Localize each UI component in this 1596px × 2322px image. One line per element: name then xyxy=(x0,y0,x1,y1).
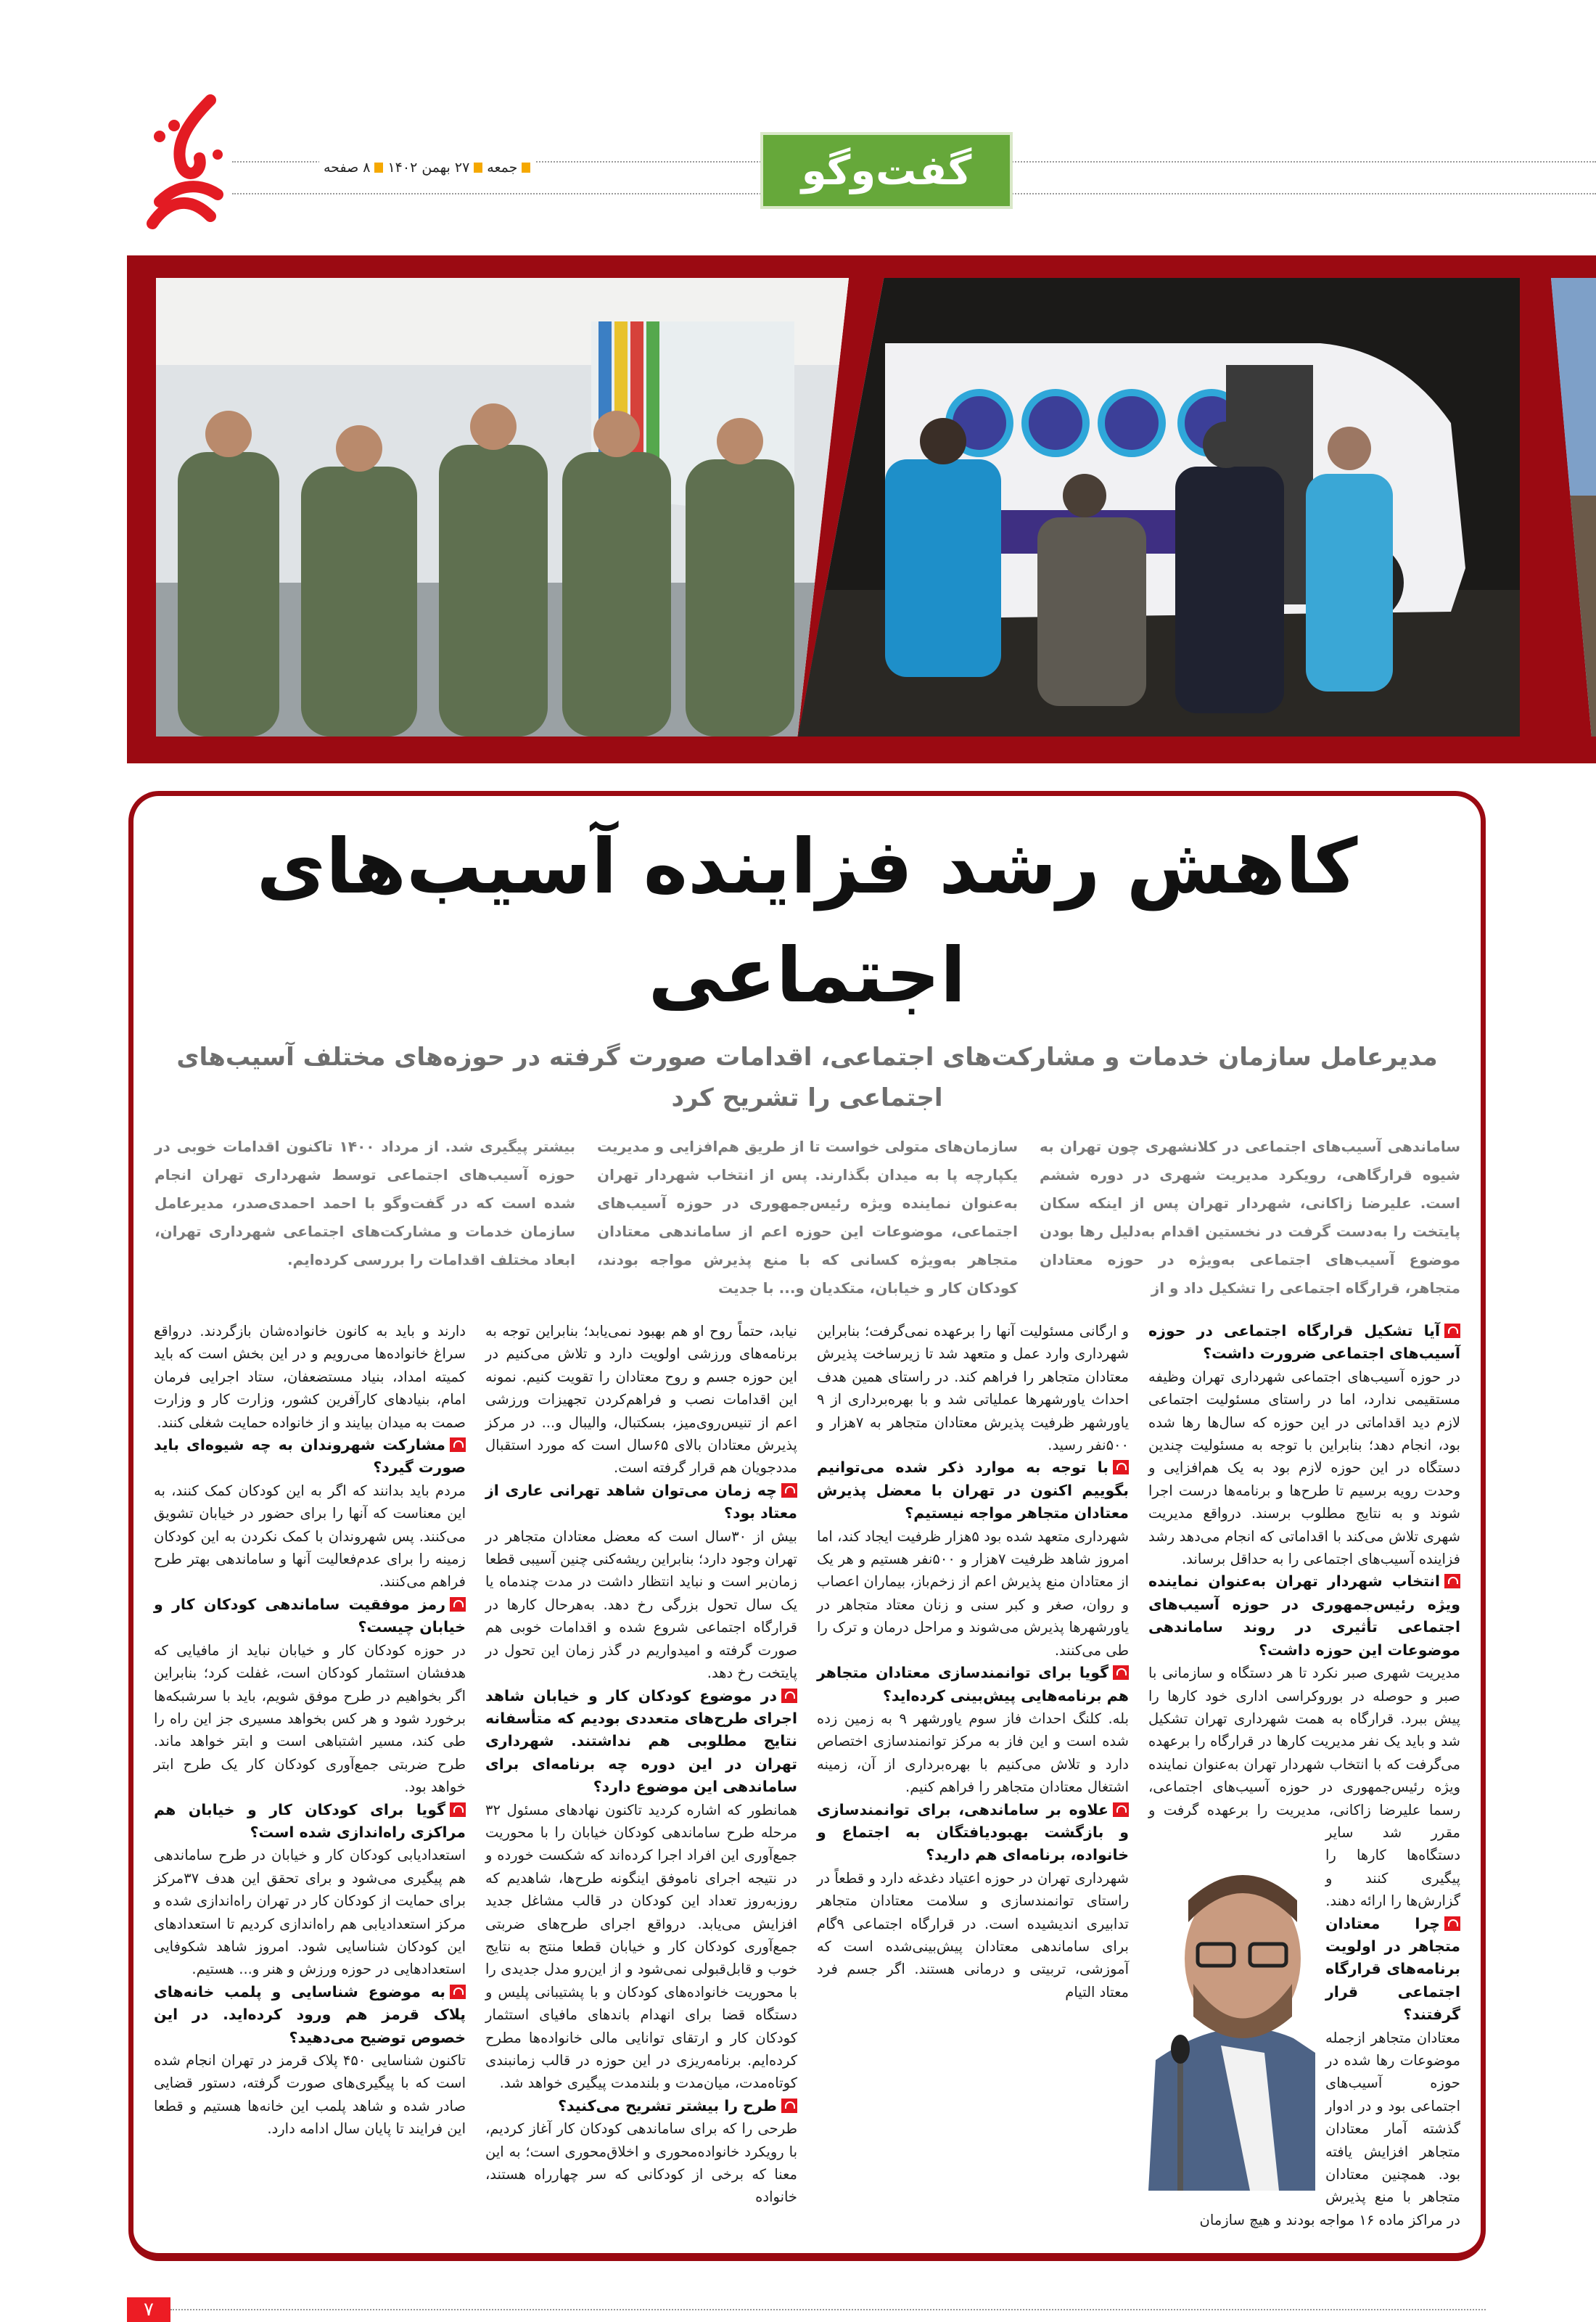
bullet-square-icon xyxy=(474,163,482,173)
question-text: به موضوع شناسایی و پلمب خانه‌های پلاک قرمز هم ورود کرده‌اید. در این خصوص توضیح می‌دهید؟ xyxy=(154,1982,466,2046)
interview-question xyxy=(1148,1320,1460,1366)
interview-answer xyxy=(154,1480,466,1593)
interview-question xyxy=(154,1799,466,1845)
body-column xyxy=(154,1320,466,2141)
question-text: علاوه بر ساماندهی، برای توانمندسازی و بازگشت بهبودیافتگان به اجتماع و خانواده، برنامه‌ای هم دارید؟ xyxy=(817,1800,1129,1864)
question-marker-icon xyxy=(1113,1665,1129,1680)
page-footer xyxy=(128,2297,1486,2322)
interview-question xyxy=(485,2095,797,2117)
question-text: طرح را بیشتر تشریح می‌کنید؟ xyxy=(558,2096,777,2114)
answer-text: و ارگانی مسئولیت آنها را برعهده نمی‌گرفت؛ بنابراین شهرداری وارد عمل و متعهد شد تا زیرساخت پذیرش معتادان متجاهر را فراهم کند. در راستای همین هدف احداث یاورشهرها عملیاتی شد و با بهره‌برداری از ۹ یاورشهر ظرفیت پذیرش معتادان متجاهر به ۷هزار و ۵۰۰نفر رسید. xyxy=(817,1323,1129,1454)
interview-question xyxy=(1148,1570,1460,1662)
interview-answer xyxy=(1148,1366,1460,1571)
question-marker-icon xyxy=(450,1437,466,1452)
answer-text: طرحی را که برای ساماندهی کودکان کار آغاز کردیم، با رویکرد خانواده‌محوری و اخلاق‌محوری است؛ به این معنا که برخی از کودکانی که سر چهارراه هستند، خانواده xyxy=(485,2120,797,2206)
answer-text: مردم باید بدانند که اگر به این کودکان کمک کنند، به این معناست که آنها را برای حضور در خیابان تشویق می‌کنند. پس شهروندان با کمک نکردن به این کودکان زمینه را برای عدم‌فعالیت آنها و ساماندهی بهتر طرح فراهم می‌کنند. xyxy=(154,1482,466,1591)
question-marker-icon xyxy=(781,2099,797,2113)
question-text: رمز موفقیت ساماندهی کودکان کار و خیابان چیست؟ xyxy=(154,1595,466,1636)
interview-answer xyxy=(485,2117,797,2209)
interview-question xyxy=(817,1456,1129,1525)
answer-text: استعدادیابی کودکان کار و خیابان در طرح ساماندهی هم پیگیری می‌شود و برای تحقق این هدف ۳۷مرکز برای حمایت از کودکان کار در تهران راه‌اندازی شده و مرکز استعدادیابی هم راه‌اندازی کردیم تا استعدادهای این کودکان شناسایی شود. امروز شاهد شکوفایی استعدادهایی در حوزه ورزش و هنر و... هستیم. xyxy=(154,1847,466,1978)
issue-dateline xyxy=(319,160,535,176)
answer-text: در حوزه آسیب‌های اجتماعی شهرداری تهران وظیفه مستقیمی ندارد، اما در راستای مسئولیت اجتماعی لازم دید اقداماتی در این حوزه که سال‌ها رها شده بود، انجام دهد؛ بنابراین با توجه به مسئولیت چندین دستگاه در این حوزه لازم بود به یک هم‌افزایی و وحدت رویه برسیم تا طرح‌ها و برنامه‌ها درست اجرا شوند و به نتایج مطلوب برسند. درواقع مدیریت شهری تلاش می‌کند با اقداماتی که انجام می‌دهد رشد فزاینده آسیب‌های اجتماعی را به حداقل برساند. xyxy=(1148,1368,1460,1568)
interview-answer xyxy=(817,1867,1129,2003)
interview-answer xyxy=(817,1320,1129,1456)
answer-text: تاکنون شناسایی ۴۵۰ پلاک قرمز در تهران انجام شده است که با پیگیری‌های صورت گرفته، دستور قضایی صادر شده و شاهد پلمب این خانه‌ها هستیم و قطعا این فرایند تا پایان سال ادامه دارد. xyxy=(154,2052,466,2138)
interview-answer xyxy=(485,1525,797,1685)
answer-text: مدیریت شهری صبر نکرد تا هر دستگاه و سازمانی با صبر و حوصله در بوروکراسی اداری خود کارها را پیش ببرد. قرارگاه به همت شهرداری تهران تشکیل شد و باید یک نفر مدیریت کارها در قرارگاه را برعهده می‌گرفت که با انتخاب شهردار تهران به‌عنوان نماینده ویژه رئیس‌جمهوری در حوزه آسیب‌های اجتماعی، رسما علیرضا زاکانی، مدیریت را برعهده گرفت و مقرر شد سایر دستگاه‌ها کارها را پیگیری کنند و گزارش‌ها را ارائه دهند. xyxy=(1148,1665,1460,1910)
body-column xyxy=(1148,1320,1460,2231)
question-marker-icon xyxy=(450,1802,466,1817)
page-number: ۷ xyxy=(127,2297,170,2322)
answer-text: معتادان متجاهر ازجمله موضوعات رها شده در حوزه آسیب‌های اجتماعی بود و در ادوار گذشته آمار معتادان متجاهر افزایش یافته بود. همچنین معتادان متجاهر با منع پذیرش در مراکز ماده ۱۶ مواجه بودند و هیچ سازمان xyxy=(1199,2029,1460,2228)
question-text: آیا تشکیل قرارگاه اجتماعی در حوزه آسیب‌های اجتماعی ضرورت داشت؟ xyxy=(1148,1322,1460,1363)
issue-page-count: ۸ صفحه xyxy=(324,160,371,176)
answer-text: شهرداری متعهد شده بود ۵هزار ظرفیت ایجاد کند، اما امروز شاهد ظرفیت ۷هزار و ۵۰۰نفر هستیم و هر یک از معتادان منع پذیرش اعم از زخم‌باز، بیماران اعصاب و روان، صغر و کبر سنی و زنان معتاد متجاهر در یاورشهرها پذیرش می‌شوند و مراحل درمان و ترک را طی می‌کنند. xyxy=(817,1527,1130,1659)
interview-question xyxy=(817,1799,1129,1867)
question-text: گویا برای کودکان کار و خیابان هم مراکزی راه‌اندازی شده است؟ xyxy=(154,1800,466,1841)
interview-question xyxy=(154,1593,466,1639)
section-label: گفت‌وگو xyxy=(763,135,1010,206)
question-text: با توجه به موارد ذکر شده می‌توانیم بگوییم اکنون در تهران با معضل پذیرش معتادان متجاهر مواجه نیستیم؟ xyxy=(817,1459,1129,1522)
body-column xyxy=(485,1320,797,2209)
interview-question xyxy=(485,1685,797,1799)
question-marker-icon xyxy=(1113,1802,1129,1817)
answer-text: شهرداری تهران در حوزه اعتیاد دغدغه دارد و قطعاً در راستای توانمندسازی و سلامت معتادان متجاهر تدابیری اندیشیده است. در قرارگاه اجتماعی ۹گام برای ساماندهی معتادان پیش‌بینی‌شده است که آموزشی، تربیتی و درمانی هستند. اگر جسم فرد معتاد التیام xyxy=(817,1869,1129,2001)
question-text: مشارکت شهروندان به چه شیوه‌ای باید صورت گیرد؟ xyxy=(154,1436,466,1477)
lower-section xyxy=(128,791,1486,2322)
article-frame xyxy=(128,791,1486,2261)
photo-rehab-center-men xyxy=(156,278,849,737)
question-marker-icon xyxy=(781,1483,797,1498)
bullet-square-icon xyxy=(374,163,383,173)
interview-answer xyxy=(817,1707,1129,1799)
question-text: چه زمان می‌توان شاهد تهرانی عاری از معتاد بود؟ xyxy=(485,1481,797,1522)
question-marker-icon xyxy=(1444,1324,1460,1338)
interview-answer xyxy=(485,1799,797,2095)
interview-answer xyxy=(154,2049,466,2141)
interviewee-portrait-photo xyxy=(1148,1842,1315,2191)
interview-question xyxy=(817,1662,1129,1707)
interview-question xyxy=(154,1981,466,2049)
issue-weekday: جمعه xyxy=(487,160,518,176)
interview-answer xyxy=(817,1525,1129,1662)
answer-text: دارند و باید به کانون خانواده‌شان بازگردند. درواقع سراغ خانواده‌ها می‌رویم و در این بخش است که باید کمیته امداد، بنیاد مستضعفان، ستاد اجرایی فرمان امام، بنیادهای کارآفرین کشور، وزارت کار و وزارت صمت به میدان بیایند و از خانواده حمایت شغلی کنند. xyxy=(154,1323,466,1431)
question-text: گویا برای توانمندسازی معتادان متجاهر هم برنامه‌هایی پیش‌بینی کرده‌اید؟ xyxy=(817,1664,1129,1704)
issue-date: ۲۷ بهمن ۱۴۰۲ xyxy=(387,160,470,176)
interview-question xyxy=(485,1480,797,1525)
question-marker-icon xyxy=(1444,1574,1460,1588)
bullet-square-icon xyxy=(522,163,530,173)
article-subheadline: مدیرعامل سازمان خدمات و مشارکت‌های اجتماعی، اقدامات صورت گرفته در حوزه‌های مختلف آسیب‌های اجتماعی را تشریح کرد xyxy=(176,1043,1438,1112)
intro-paragraph: ساماندهی آسیب‌های اجتماعی در کلانشهری چون تهران به شیوه قرارگاهی، رویکرد مدیریت شهری در دوره ششم است. علیرضا زاکانی، شهردار تهران پس از اینکه سکان پایتخت را به‌دست گرفت در نخستین اقدام به‌دلیل رها بودن موضوع آسیب‌های اجتماعی به‌ویژه در حوزه معتادان متجاهر، قرارگاه اجتماعی را تشکیل داد و از xyxy=(1040,1138,1460,1297)
intro-row xyxy=(154,1133,1460,1302)
photo-outreach-van xyxy=(798,278,1520,737)
answer-text: در حوزه کودکان کار و خیابان نباید از مافیایی که هدفشان استثمار کودکان است، غفلت کرد؛ بنابراین اگر بخواهیم در طرح موفق شویم، باید با سرشبکه‌ها برخورد شود و هر کس بخواهد مسیری جز این راه را طی کند، مسیر اشتباهی است و ابتر خواهد ماند. طرح ضربتی جمع‌آوری کودکان کار یک طرح ابتر خواهد بود. xyxy=(154,1641,466,1796)
answer-text: همانطور که اشاره کردید تاکنون نهادهای مسئول ۳۲ مرحله طرح ساماندهی کودکان خیابان را با محوریت جمع‌آوری این افراد اجرا کرده‌اند که شکست خورده و در نتیجه اجرای ناموفق اینگونه طرح‌ها، شاهدیم که روزبه‌روز تعداد این کودکان در قالب مشاغل جدید افزایش می‌یابد. درواقع اجرای طرح‌های ضربتی جمع‌آوری کودکان کار و خیابان قطعا منتج به نتایج خوب و قابل‌قبولی نمی‌شود و از این‌رو مدل جدیدی را با محوریت خانواده‌های کودکان و با پشتیبانی پلیس و دستگاه قضا برای انهدام باندهای مافیای استثمار کودکان کار و ارتقای توانایی مالی خانواده‌ها مطرح کرده‌ایم. برنامه‌ریزی در این حوزه در قالب زمانبندی کوتاه‌مدت، میان‌مدت و بلندمدت پیگیری خواهد شد. xyxy=(485,1801,797,2092)
newspaper-logo xyxy=(131,93,232,238)
answer-text: بیش از ۳۰سال است که معضل معتادان متجاهر در تهران وجود دارد؛ بنابراین ریشه‌کنی چنین آسیبی قطعا زمان‌بر است و نباید انتظار داشت در مدت چندماه یا یک سال تحول بزرگی رخ دهد. به‌هرحال کارها در قرارگاه اجتماعی شروع شده و اقدامات خوبی هم صورت گرفته و امیدواریم در گذر زمان این تحول در پایتخت رخ دهد. xyxy=(485,1527,797,1682)
question-text: چرا معتادان متجاهر در اولویت برنامه‌های قرارگاه اجتماعی قرار گرفتند؟ xyxy=(1325,1914,1460,2024)
question-marker-icon xyxy=(1113,1460,1129,1474)
intro-paragraph: بیشتر پیگیری شد. از مرداد ۱۴۰۰ تاکنون اقدامات خوبی در حوزه آسیب‌های اجتماعی توسط شهرداری تهران انجام شده است که در گفت‌وگو با احمد احمدی‌صدر، مدیرعامل سازمان خدمات و مشارکت‌های اجتماعی شهرداری تهران، ابعاد مختلف اقدامات را بررسی کرده‌ایم. xyxy=(155,1138,575,1268)
interview-answer xyxy=(154,1320,466,1434)
interview-answer xyxy=(154,1639,466,1799)
article-headline: کاهش رشد فزاینده آسیب‌های اجتماعی xyxy=(256,822,1358,1020)
interview-answer xyxy=(485,1320,797,1480)
question-text: انتخاب شهردار تهران به‌عنوان نماینده ویژه رئیس‌جمهوری در حوزه آسیب‌های اجتماعی تأثیری در روند ساماندهی موضوعات این حوزه داشت؟ xyxy=(1148,1572,1460,1659)
answer-text: بله. کلنگ احداث فاز سوم یاورشهر ۹ به زمین زده شده است و این فاز به مرکز توانمندسازی اختصاص دارد و تلاش می‌کنیم با بهره‌برداری از آن، زمینه اشتغال معتادان متجاهر را فراهم کنیم. xyxy=(817,1710,1129,1796)
question-marker-icon xyxy=(450,1985,466,1999)
interview-question xyxy=(154,1434,466,1480)
question-marker-icon xyxy=(1444,1916,1460,1931)
body-column xyxy=(817,1320,1129,2003)
question-marker-icon xyxy=(450,1597,466,1612)
answer-text: نیابد، حتماً روح او هم بهبود نمی‌یابد؛ بنابراین توجه به برنامه‌های ورزشی اولویت دارد و تلاش می‌کنیم در این حوزه جسم و روح معتادان را تقویت کنیم. نمونه این اقدامات نصب و فراهم‌کردن تجهیزات ورزشی اعم از تنیس‌روی‌میز، بسکتبال، والیبال و... در مرکز پذیرش معتادان بالای ۶۵سال است که مورد استقبال مددجویان هم قرار گرفته است. xyxy=(485,1323,797,1477)
interview-answer xyxy=(154,1844,466,1980)
question-text: در موضوع کودکان کار و خیابان شاهد اجرای طرح‌های متعددی بودیم که متأسفانه نتایج مطلوبی هم نداشتند. شهرداری تهران در این دوره چه برنامه‌ای برای ساماندهی این موضوع دارد؟ xyxy=(485,1686,797,1796)
intro-paragraph: سازمان‌های متولی خواست تا از طریق هم‌افزایی و مدیریت یکپارچه پا به میدان بگذارند. پس از انتخاب شهردار تهران به‌عنوان نماینده ویژه رئیس‌جمهوری در حوزه آسیب‌های اجتماعی، موضوعات این حوزه اعم از ساماندهی معتادان متجاهر به‌ویژه کسانی که با منع پذیرش مواجه بودند، کودکان کار و خیابان، متکدیان و... با جدیت xyxy=(597,1138,1018,1297)
footer-rule xyxy=(170,2309,1486,2310)
body-columns xyxy=(154,1320,1460,2231)
question-marker-icon xyxy=(781,1689,797,1703)
